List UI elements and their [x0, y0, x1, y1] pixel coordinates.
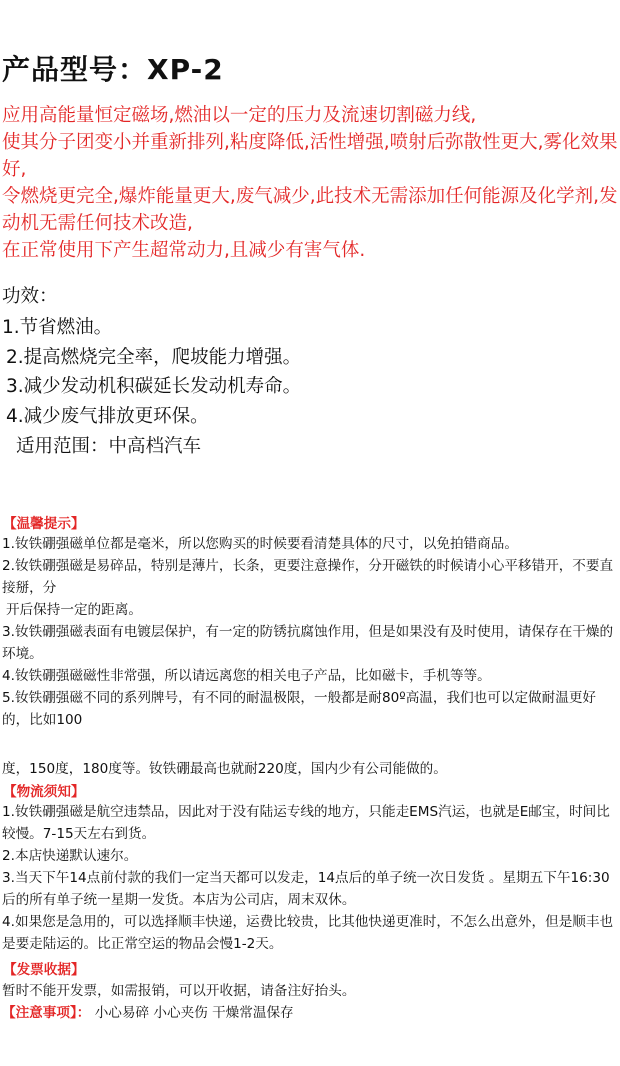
intro-line: 在正常使用下产生超常动力,且减少有害气体. — [2, 240, 366, 261]
intro-paragraph — [2, 102, 618, 264]
product-model-title: 产品型号：XP-2 — [2, 53, 224, 86]
logistics-line: 2.本店快递默认速尔。 — [2, 848, 138, 864]
logistics-section — [2, 801, 618, 955]
notes-header: 【注意事项】： — [2, 1005, 91, 1021]
scope-text: 适用范围：中高档汽车 — [16, 436, 202, 457]
tips-section — [2, 533, 618, 731]
tips-line: 度，150度，180度等。钕铁硼最高也就耐220度，国内少有公司能做的。 — [2, 761, 447, 777]
notes-row — [2, 1002, 618, 1024]
tips-line: 4.钕铁硼强磁磁性非常强，所以请远离您的相关电子产品，比如磁卡，手机等等。 — [2, 668, 491, 684]
tips-line: 1.钕铁硼强磁单位都是毫米，所以您购买的时候要看清楚具体的尺寸，以免拍错商品。 — [2, 536, 518, 552]
tips-line: 5.钕铁硼强磁不同的系列牌号，有不同的耐温极限，一般都是耐80º高温，我们也可以定做耐温更好的，比如100 — [2, 690, 597, 728]
efficacy-item: 4.减少废气排放更环保。 — [6, 406, 209, 427]
tips-line: 开后保持一定的距离。 — [6, 602, 142, 618]
invoice-text: 暂时不能开发票，如需报销，可以开收据，请备注好抬头。 — [2, 983, 356, 999]
logistics-line: 4.如果您是急用的，可以选择顺丰快递，运费比较贵，比其他快递更准时，不怎么出意外，但是顺丰也是要走陆运的。比正常空运的物品会慢1-2天。 — [2, 914, 614, 952]
intro-line: 使其分子团变小并重新排列,粘度降低,活性增强,喷射后弥散性更大,雾化效果好, — [2, 132, 618, 180]
logistics-header: 【物流须知】 — [3, 784, 85, 800]
logistics-line: 1.钕铁硼强磁是航空违禁品，因此对于没有陆运专线的地方，只能走EMS汽运，也就是E邮宝，时间比较慢。7-15天左右到货。 — [2, 804, 610, 842]
invoice-header: 【发票收据】 — [3, 962, 85, 978]
efficacy-label: 功效： — [2, 286, 58, 307]
intro-line: 令燃烧更完全,爆炸能量更大,废气减少,此技术无需添加任何能源及化学剂,发动机无需任何技术改造, — [2, 186, 618, 234]
intro-line: 应用高能量恒定磁场,燃油以一定的压力及流速切割磁力线, — [2, 105, 477, 126]
efficacy-item: 3.减少发动机积碳延长发动机寿命。 — [6, 376, 302, 397]
notes-text: 小心易碎 小心夹伤 干燥常温保存 — [94, 1005, 294, 1021]
tips-line: 2.钕铁硼强磁是易碎品，特别是薄片，长条，更要注意操作，分开磁铁的时候请小心平移错开，不要直接掰，分 — [2, 558, 614, 596]
efficacy-item: 1.节省燃油。 — [2, 317, 113, 338]
tips-line: 3.钕铁硼强磁表面有电镀层保护，有一定的防锈抗腐蚀作用，但是如果没有及时使用，请保存在干燥的环境。 — [2, 624, 614, 662]
tips-header: 【温馨提示】 — [3, 516, 85, 532]
efficacy-item: 2.提高燃烧完全率，爬坡能力增强。 — [6, 347, 302, 368]
logistics-line: 3.当天下午14点前付款的我们一定当天都可以发走，14点后的单子统一次日发货 。星期五下午16:30后的所有单子统一星期一发货。本店为公司店，周末双休。 — [2, 870, 610, 908]
